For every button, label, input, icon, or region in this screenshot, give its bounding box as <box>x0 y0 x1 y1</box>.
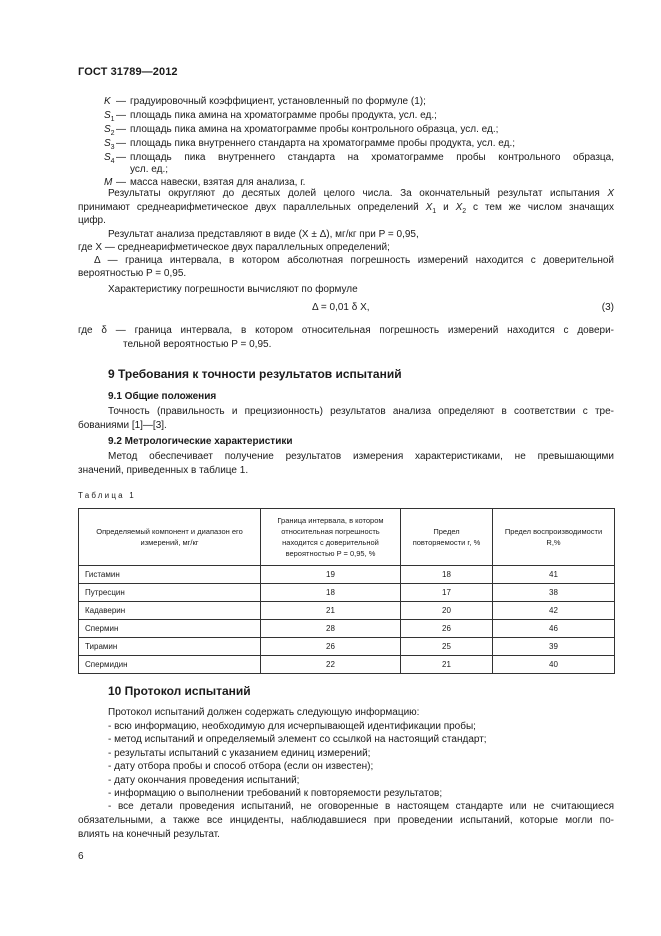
column-header-reproducibility: Предел воспроизводимости R,% <box>493 509 615 566</box>
cell-reproducibility: 38 <box>493 584 615 602</box>
definition-symbol: $S_4$ <box>104 152 115 165</box>
cell-repeatability: 17 <box>401 584 493 602</box>
list-item: - информацию о выполнении требований к повторяемости результатов; <box>108 788 443 799</box>
table-row <box>79 638 615 656</box>
list-item: - метод испытаний и определяемый элемент со ссылкой на настоящий стандарт; <box>108 734 487 746</box>
cell-reproducibility: 39 <box>493 638 615 656</box>
column-header-interval: Граница интервала, в котором относительная погрешность находится с доверительной вероятностью P = 0,95, % <box>261 509 401 566</box>
list-item-continuation: обязательными, а также все инциденты, наблюдавшиеся при проведении испытаний, которые могли по- <box>78 815 614 826</box>
cell-repeatability: 21 <box>401 656 493 674</box>
cell-interval: 21 <box>261 602 401 620</box>
definition-text: градуировочный коэффициент, установленный по формуле (1); <box>130 96 426 107</box>
cell-repeatability: 25 <box>401 638 493 656</box>
definition-text: площадь пика амина на хроматограмме пробы контрольного образца, усл. ед.; <box>130 124 499 135</box>
cell-component: Путресцин <box>79 584 261 602</box>
subsection-9-2-heading: 9.2 Метрологические характеристики <box>108 436 293 447</box>
cell-interval: 22 <box>261 656 401 674</box>
list-item: - результаты испытаний с указанием единиц измерений; <box>108 747 371 759</box>
list-item: - дату окончания проведения испытаний; <box>108 774 300 786</box>
paragraph-line: Результат анализа представляют в виде (X ± Δ), мг/кг при P = 0,95, <box>108 229 419 240</box>
paragraph-line: бованиями [1]—[3]. <box>78 420 167 431</box>
paragraph-line: где X — среднеарифметическое двух параллельных определений; <box>78 242 390 253</box>
cell-component: Гистамин <box>79 566 261 584</box>
paragraph-line: Метод обеспечивает получение результатов измерения характеристиками, не превышающими <box>108 451 614 462</box>
table-row <box>79 602 615 620</box>
table-caption: Таблица 1 <box>78 491 136 500</box>
paragraph-line: Δ — граница интервала, в котором абсолютная погрешность измерений находится с доверительной <box>94 255 614 266</box>
cell-reproducibility: 41 <box>493 566 615 584</box>
document-header: ГОСТ 31789—2012 <box>78 66 178 78</box>
list-item-continuation: влиять на конечный результат. <box>78 829 220 840</box>
paragraph-line: Точность (правильность и прецизионность) результатов анализа определяют в соответствии с тре- <box>108 406 614 417</box>
paragraph-line: Характеристику погрешности вычисляют по формуле <box>108 284 358 295</box>
definition-text: площадь пика амина на хроматограмме пробы продукта, усл. ед.; <box>130 110 437 121</box>
definition-symbol: $S_2$ <box>104 124 115 137</box>
equation-number: (3) <box>601 302 614 313</box>
cell-interval: 19 <box>261 566 401 584</box>
paragraph-line: где δ — граница интервала, в котором относительная погрешность измерений находится с довери- <box>78 325 614 336</box>
table-row <box>79 656 615 674</box>
definition-text: площадь пика внутреннего стандарта на хроматограмме пробы продукта, усл. ед.; <box>130 138 516 149</box>
definition-symbol: K <box>104 96 111 107</box>
paragraph-line: тельной вероятностью P = 0,95. <box>123 339 272 350</box>
cell-component: Кадаверин <box>79 602 261 620</box>
section-9-heading: 9 Требования к точности результатов испытаний <box>108 367 402 381</box>
list-item: - всю информацию, необходимую для исчерпывающей идентификации пробы; <box>108 721 476 732</box>
definition-text: масса навески, взятая для анализа, г. <box>130 177 306 188</box>
list-item: - дату отбора пробы и способ отбора (если он известен); <box>108 761 374 773</box>
column-header-component: Определяемый компонент и диапазон его измерений, мг/кг <box>79 509 261 566</box>
metrology-table <box>78 508 615 674</box>
cell-reproducibility: 46 <box>493 620 615 638</box>
subsection-9-1-heading: 9.1 Общие положения <box>108 391 217 402</box>
definition-text: площадь пика внутреннего стандарта на хроматограмме пробы контрольного образца, <box>130 152 614 163</box>
paragraph-line: вероятностью P = 0,95. <box>78 268 187 279</box>
paragraph-line: Протокол испытаний должен содержать следующую информацию: <box>108 707 420 718</box>
definition-symbol: $S_1$ <box>104 110 115 123</box>
cell-reproducibility: 40 <box>493 656 615 674</box>
cell-interval: 28 <box>261 620 401 638</box>
table-row <box>79 620 615 638</box>
cell-repeatability: 26 <box>401 620 493 638</box>
definition-symbol: M <box>104 177 113 188</box>
list-item: - все детали проведения испытаний, не оговоренные в настоящем стандарте или не считающиеся <box>108 801 614 812</box>
paragraph-line: цифр. <box>78 215 106 226</box>
formula: Δ = 0,01 δ X, <box>312 302 370 313</box>
cell-component: Тирамин <box>79 638 261 656</box>
page-number: 6 <box>78 851 84 862</box>
table-row <box>79 584 615 602</box>
paragraph-line: значений, приведенных в таблице 1. <box>78 465 249 476</box>
column-header-repeatability: Предел повторяемости r, % <box>401 509 493 566</box>
cell-reproducibility: 42 <box>493 602 615 620</box>
definition-continuation: усл. ед.; <box>130 164 169 175</box>
table-row <box>79 566 615 584</box>
cell-component: Спермин <box>79 620 261 638</box>
cell-interval: 18 <box>261 584 401 602</box>
table-header-row <box>79 509 615 566</box>
definition-symbol: $S_3$ <box>104 138 115 151</box>
paragraph-line: Результаты округляют до десятых долей целого числа. За окончательный результат испытания X <box>108 188 615 199</box>
cell-repeatability: 20 <box>401 602 493 620</box>
cell-repeatability: 18 <box>401 566 493 584</box>
section-10-heading: 10 Протокол испытаний <box>108 684 251 698</box>
cell-interval: 26 <box>261 638 401 656</box>
paragraph-line: принимают среднеарифметическое двух параллельных определений $X_1$ и $X_2$ с тем же числом значащих <box>78 202 615 215</box>
cell-component: Спермидин <box>79 656 261 674</box>
